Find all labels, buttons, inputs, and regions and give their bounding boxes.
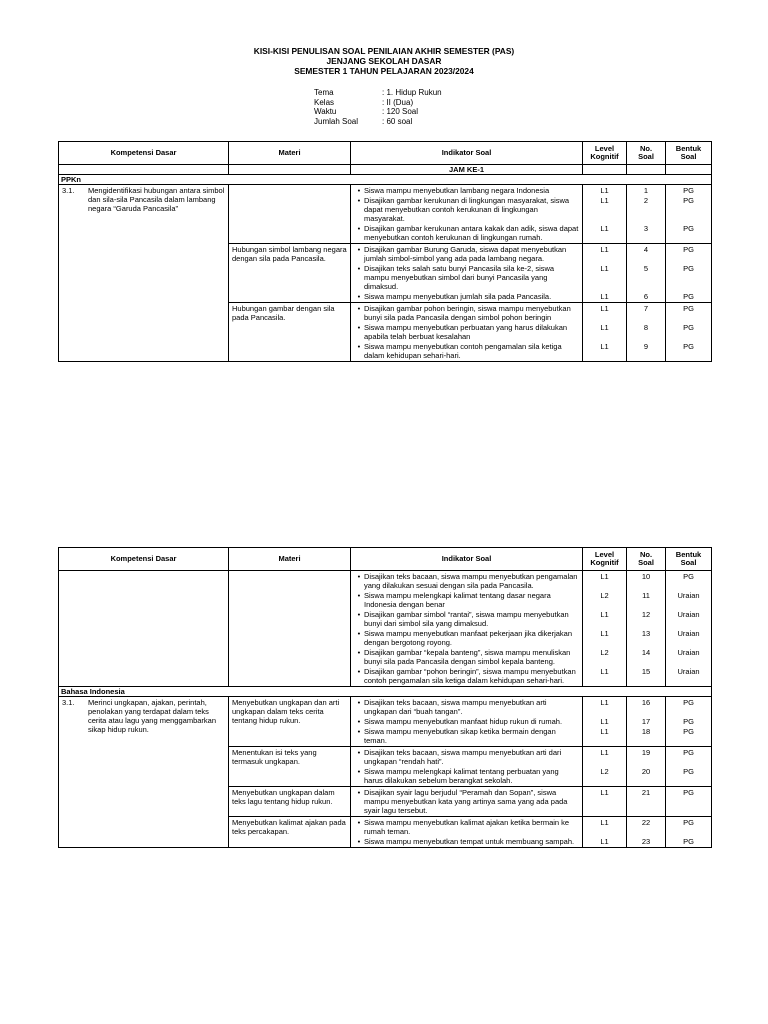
header-kompetensi-dasar-text: Kompetensi Dasar [110, 147, 177, 157]
bentuk-soal-cell-stack [669, 572, 708, 685]
header-materi-text: Materi [278, 147, 301, 157]
level-value: L1 [600, 837, 609, 846]
bentuk-soal-value: Uraian [677, 629, 700, 638]
bullet-icon: • [357, 837, 361, 846]
indikator-cell [351, 244, 583, 303]
bullet-icon: • [357, 698, 361, 707]
bentuk-soal-cell-stack [669, 818, 708, 846]
level-cell [583, 571, 627, 687]
bullet-icon: • [357, 818, 361, 827]
bullet-icon: • [357, 667, 361, 676]
indikator-item [354, 572, 579, 590]
no-soal-value: 23 [641, 837, 651, 846]
bentuk-soal-cell [666, 817, 712, 848]
table-row [59, 697, 712, 747]
level-cell [583, 303, 627, 362]
level-cell-stack [586, 788, 623, 815]
no-soal-cell [627, 787, 666, 817]
level-cell [583, 817, 627, 848]
bullet-icon: • [357, 629, 361, 638]
header-indikator-soal [351, 142, 583, 165]
kd-text: Merinci ungkapan, ajakan, perintah, penolakan yang terdapat dalam teks cerita atau lagu yang menggambarkan sikap hidup rukun. [88, 698, 216, 734]
indikator-item [354, 304, 579, 322]
bullet-icon: • [357, 292, 361, 301]
no-soal-value: 17 [641, 717, 651, 726]
bentuk-soal-value: PG [683, 748, 694, 757]
bentuk-soal-value: PG [683, 767, 694, 776]
bentuk-soal-value: PG [683, 196, 694, 205]
jam-empty-mid [229, 165, 351, 175]
level-value: L1 [600, 292, 609, 301]
level-value: L1 [600, 304, 609, 313]
header-level-kognitif-text: Level [594, 143, 615, 153]
header-bentuk-soal-text: Soal [680, 152, 697, 161]
indikator-item [354, 788, 579, 815]
indikator-text: Disajikan gambar pohon beringin, siswa mampu menyebutkan bunyi sila pada Pancasila dengan simbol pohon beringin [364, 304, 571, 322]
indikator-item [354, 648, 579, 666]
meta-info [314, 88, 442, 126]
no-soal-cell-stack [630, 698, 662, 745]
level-value: L1 [600, 342, 609, 351]
level-value: L2 [600, 648, 609, 657]
bentuk-soal-value: PG [683, 698, 694, 707]
indikator-text: Siswa mampu menyebutkan lambang negara Indonesia [364, 186, 550, 195]
bentuk-soal-value: PG [683, 342, 694, 351]
no-soal-cell [627, 817, 666, 848]
indikator-text: Disajikan gambar simbol “rantai”, siswa mampu menyebutkan bunyi dari simbol sila yang dimaksud. [364, 610, 569, 628]
level-cell [583, 185, 627, 244]
level-value: L1 [600, 698, 609, 707]
indikator-text: Disajikan teks bacaan, siswa mampu menyebutkan pengamalan yang dilakukan sesuai dengan sila pada Pancasila. [364, 572, 578, 590]
bullet-icon: • [357, 186, 361, 195]
meta-key: Kelas [314, 97, 335, 107]
bentuk-soal-value: PG [683, 245, 694, 254]
no-soal-value: 21 [641, 788, 651, 797]
indikator-text: Disajikan gambar kerukunan di lingkungan masyarakat, siswa dapat menyebutkan contoh kerukunan di lingkungan masyarakat. [364, 196, 570, 223]
no-soal-cell [627, 244, 666, 303]
bentuk-soal-value: PG [683, 727, 694, 736]
indikator-text: Disajikan gambar Burung Garuda, siswa dapat menyebutkan jumlah simbol-simbol yang ada pada lambang negara. [364, 245, 567, 263]
indikator-text: Disajikan syair lagu berjudul “Peramah dan Sopan”, siswa mampu menyebutkan kata yang artinya sama yang ada pada syair lagu tersebut. [364, 788, 568, 815]
header-no-soal [627, 548, 666, 571]
no-soal-cell-stack [630, 245, 662, 301]
section-title: Bahasa Indonesia [59, 687, 712, 697]
no-soal-value: 3 [643, 224, 649, 233]
header-bentuk-soal [666, 548, 712, 571]
header-indikator-soal-text: Indikator Soal [441, 553, 492, 563]
materi-cell: Menyebutkan ungkapan dalam teks lagu tentang hidup rukun. [229, 787, 351, 817]
indikator-cell [351, 787, 583, 817]
bentuk-soal-cell-stack [669, 788, 708, 815]
header-level-kognitif-text: Kognitif [590, 152, 619, 161]
meta-value: : II (Dua) [382, 97, 414, 107]
materi-cell [229, 185, 351, 244]
bentuk-soal-value: PG [683, 264, 694, 273]
indikator-item [354, 818, 579, 836]
kd-number: 3.1. [62, 186, 75, 195]
level-value: L1 [600, 264, 609, 273]
indikator-text: Disajikan teks bacaan, siswa mampu menyebutkan arti dari ungkapan “rendah hati”. [364, 748, 562, 766]
jam-empty-3 [666, 165, 712, 175]
bentuk-soal-value: PG [683, 304, 694, 313]
bullet-icon: • [357, 748, 361, 757]
materi-cell: Menentukan isi teks yang termasuk ungkapan. [229, 747, 351, 787]
header-indikator-soal-text: Indikator Soal [441, 147, 492, 157]
no-soal-value: 19 [641, 748, 651, 757]
indikator-item [354, 837, 579, 846]
indikator-item [354, 629, 579, 647]
no-soal-value: 7 [643, 304, 649, 313]
header-level-kognitif [583, 548, 627, 571]
meta-value: : 60 soal [382, 116, 413, 126]
bentuk-soal-value: PG [683, 572, 694, 581]
indikator-item [354, 727, 579, 745]
no-soal-cell-stack [630, 818, 662, 846]
bullet-icon: • [357, 342, 361, 351]
bentuk-soal-cell-stack [669, 245, 708, 301]
meta-row [314, 107, 442, 117]
bentuk-soal-value: PG [683, 224, 694, 233]
bullet-icon: • [357, 610, 361, 619]
indikator-item [354, 224, 579, 242]
materi-cell: Menyebutkan ungkapan dan arti ungkapan dalam teks cerita tentang hidup rukun. [229, 697, 351, 747]
bentuk-soal-cell-stack [669, 304, 708, 360]
materi-cell [229, 571, 351, 687]
no-soal-value: 22 [641, 818, 651, 827]
no-soal-value: 15 [641, 667, 651, 676]
kd-text: Mengidentifikasi hubungan antara simbol dan sila-sila Pancasila dalam lambang negara “Garuda Pancasila” [88, 186, 225, 213]
indikator-text: Disajikan gambar kerukunan antara kakak dan adik, siswa dapat menyebutkan contoh kerukunan di lingkungan rumah. [364, 224, 579, 242]
level-cell-stack [586, 748, 623, 785]
kompetensi-dasar-cell [59, 185, 229, 362]
level-value: L1 [600, 323, 609, 332]
level-value: L1 [600, 610, 609, 619]
indikator-cell [351, 817, 583, 848]
level-value: L1 [600, 186, 609, 195]
level-cell-stack [586, 186, 623, 242]
indikator-text: Siswa mampu melengkapi kalimat tentang perbuatan yang harus dilakukan sebelum berangkat sekolah. [364, 767, 559, 785]
kd-block [62, 186, 225, 213]
meta-row [314, 98, 442, 108]
no-soal-value: 4 [643, 245, 649, 254]
indikator-item [354, 767, 579, 785]
materi-cell: Menyebutkan kalimat ajakan pada teks percakapan. [229, 817, 351, 848]
jam-row [59, 165, 712, 175]
bullet-icon: • [357, 224, 361, 233]
bullet-icon: • [357, 717, 361, 726]
level-value: L2 [600, 767, 609, 776]
bullet-icon: • [357, 648, 361, 657]
indikator-text: Disajikan gambar “kepala banteng”, siswa mampu menuliskan bunyi sila pada Pancasila dengan simbol kepala banteng. [364, 648, 571, 666]
bentuk-soal-cell-stack [669, 698, 708, 745]
header-bentuk-soal-text: Bentuk [675, 143, 702, 153]
bullet-icon: • [357, 572, 361, 581]
bentuk-soal-cell [666, 571, 712, 687]
indikator-cell [351, 303, 583, 362]
level-value: L2 [600, 591, 609, 600]
no-soal-cell-stack [630, 304, 662, 360]
no-soal-cell [627, 571, 666, 687]
bentuk-soal-value: PG [683, 788, 694, 797]
level-value: L1 [600, 727, 609, 736]
no-soal-value: 12 [641, 610, 651, 619]
indikator-item [354, 292, 579, 301]
header-materi [229, 548, 351, 571]
indikator-text: Siswa mampu menyebutkan manfaat pekerjaan jika dikerjakan dengan bergotong royong. [364, 629, 573, 647]
no-soal-cell-stack [630, 186, 662, 242]
indikator-cell [351, 571, 583, 687]
no-soal-cell-stack [630, 748, 662, 785]
indikator-item [354, 196, 579, 223]
indikator-text: Siswa mampu menyebutkan kalimat ajakan ketika bermain ke rumah teman. [364, 818, 570, 836]
meta-row [314, 88, 442, 98]
no-soal-value: 9 [643, 342, 649, 351]
meta-value: : 1. Hidup Rukun [382, 88, 442, 97]
level-cell [583, 787, 627, 817]
level-value: L1 [600, 572, 609, 581]
bentuk-soal-cell-stack [669, 186, 708, 242]
bullet-icon: • [357, 304, 361, 313]
header-indikator-soal [351, 548, 583, 571]
materi-cell: Hubungan simbol lambang negara dengan sila pada Pancasila. [229, 244, 351, 303]
indikator-cell [351, 185, 583, 244]
jam-empty-2 [627, 165, 666, 175]
bentuk-soal-value: PG [683, 292, 694, 301]
bentuk-soal-value: Uraian [677, 667, 700, 676]
indikator-text: Siswa mampu menyebutkan sikap ketika bermain dengan teman. [364, 727, 556, 745]
bentuk-soal-value: Uraian [677, 610, 700, 619]
bullet-icon: • [357, 245, 361, 254]
indikator-item [354, 748, 579, 766]
indikator-text: Siswa mampu menyebutkan manfaat hidup rukun di rumah. [364, 717, 563, 726]
bentuk-soal-cell [666, 303, 712, 362]
no-soal-value: 13 [641, 629, 651, 638]
level-value: L1 [600, 818, 609, 827]
section-title: PPKn [59, 175, 712, 185]
header-no-soal-text: Soal [638, 152, 654, 161]
bullet-icon: • [357, 264, 361, 273]
level-cell [583, 697, 627, 747]
bullet-icon: • [357, 788, 361, 797]
bentuk-soal-value: PG [683, 818, 694, 827]
no-soal-value: 5 [643, 264, 649, 273]
level-cell-stack [586, 818, 623, 846]
bentuk-soal-cell-stack [669, 748, 708, 785]
indikator-item [354, 698, 579, 716]
header-no-soal-text: Soal [638, 558, 654, 567]
no-soal-cell [627, 747, 666, 787]
bentuk-soal-cell [666, 185, 712, 244]
header-no-soal [627, 142, 666, 165]
bentuk-soal-value: PG [683, 323, 694, 332]
table-header-row [59, 548, 712, 571]
indikator-item [354, 186, 579, 195]
meta-key: Waktu [314, 107, 337, 116]
bullet-icon: • [357, 323, 361, 332]
materi-cell: Hubungan gambar dengan sila pada Pancasila. [229, 303, 351, 362]
header-bentuk-soal-text: Soal [680, 558, 697, 567]
indikator-text: Siswa mampu menyebutkan jumlah sila pada Pancasila. [364, 292, 552, 301]
level-value: L1 [600, 788, 609, 797]
header-no-soal-text: No. [639, 143, 653, 153]
meta-value: : 120 Soal [382, 107, 419, 116]
bentuk-soal-cell [666, 787, 712, 817]
bentuk-soal-value: PG [683, 717, 694, 726]
indikator-item [354, 264, 579, 291]
header-bentuk-soal-text: Bentuk [675, 549, 702, 559]
header-materi [229, 142, 351, 165]
no-soal-cell-stack [630, 572, 662, 685]
bullet-icon: • [357, 591, 361, 600]
section-row [59, 175, 712, 185]
level-cell-stack [586, 698, 623, 745]
table-header-row [59, 142, 712, 165]
indikator-text: Disajikan gambar “pohon beringin”, siswa mampu menyebutkan contoh pengamalan sila ketiga dalam kehidupan sehari-hari. [364, 667, 576, 685]
level-value: L1 [600, 245, 609, 254]
no-soal-value: 18 [641, 727, 651, 736]
indikator-item [354, 342, 579, 360]
indikator-cell [351, 747, 583, 787]
no-soal-cell [627, 303, 666, 362]
header-level-kognitif-text: Level [594, 549, 615, 559]
meta-key: Tema [314, 88, 334, 97]
level-value: L1 [600, 196, 609, 205]
no-soal-value: 8 [643, 323, 649, 332]
title-line-1: KISI-KISI PENULISAN SOAL PENILAIAN AKHIR SEMESTER (PAS) [253, 46, 515, 56]
header-materi-text: Materi [278, 553, 301, 563]
level-value: L1 [600, 224, 609, 233]
level-value: L1 [600, 629, 609, 638]
header-kompetensi-dasar-text: Kompetensi Dasar [110, 553, 177, 563]
level-value: L1 [600, 667, 609, 676]
level-cell [583, 244, 627, 303]
header-kompetensi-dasar [59, 142, 229, 165]
level-cell-stack [586, 245, 623, 301]
no-soal-value: 11 [642, 591, 650, 600]
indikator-text: Siswa mampu menyebutkan contoh pengamalan sila ketiga dalam kehidupan sehari-hari. [364, 342, 562, 360]
indikator-text: Siswa mampu menyebutkan tempat untuk membuang sampah. [364, 837, 575, 846]
indikator-item [354, 591, 579, 609]
level-cell-stack [586, 572, 623, 685]
bentuk-soal-cell [666, 244, 712, 303]
indikator-item [354, 245, 579, 263]
indikator-item [354, 610, 579, 628]
title-line-2: JENJANG SEKOLAH DASAR [326, 56, 442, 66]
no-soal-cell-stack [630, 788, 662, 815]
bentuk-soal-cell [666, 697, 712, 747]
no-soal-cell [627, 697, 666, 747]
kompetensi-dasar-cell [59, 571, 229, 687]
no-soal-value: 1 [643, 186, 649, 195]
bentuk-soal-value: Uraian [677, 648, 700, 657]
indikator-item [354, 667, 579, 685]
level-cell-stack [586, 304, 623, 360]
no-soal-value: 14 [641, 648, 651, 657]
indikator-text: Disajikan teks bacaan, siswa mampu menyebutkan arti ungkapan dari “buah tangan”. [364, 698, 547, 716]
bullet-icon: • [357, 196, 361, 205]
kd-number: 3.1. [62, 698, 75, 707]
bentuk-soal-value: Uraian [677, 591, 700, 600]
header-level-kognitif [583, 142, 627, 165]
no-soal-value: 16 [641, 698, 651, 707]
level-cell [583, 747, 627, 787]
header-bentuk-soal [666, 142, 712, 165]
indikator-item [354, 323, 579, 341]
kisi-kisi-table-page-1 [58, 141, 712, 362]
no-soal-value: 2 [643, 196, 649, 205]
indikator-text: Siswa mampu melengkapi kalimat tentang dasar negara Indonesia dengan benar [364, 591, 551, 609]
bullet-icon: • [357, 727, 361, 736]
jam-label: JAM KE-1 [351, 165, 583, 175]
jam-empty-1 [583, 165, 627, 175]
jam-empty-left [59, 165, 229, 175]
section-row [59, 687, 712, 697]
title-line-3: SEMESTER 1 TAHUN PELAJARAN 2023/2024 [294, 66, 474, 76]
bentuk-soal-value: PG [683, 837, 694, 846]
no-soal-value: 10 [641, 572, 651, 581]
bullet-icon: • [357, 767, 361, 776]
header-kompetensi-dasar [59, 548, 229, 571]
no-soal-value: 20 [641, 767, 651, 776]
header-no-soal-text: No. [639, 549, 653, 559]
table-row [59, 185, 712, 244]
no-soal-value: 6 [643, 292, 649, 301]
kd-block [62, 698, 225, 734]
level-value: L1 [600, 748, 609, 757]
no-soal-cell [627, 185, 666, 244]
kisi-kisi-table-page-2 [58, 547, 712, 848]
indikator-cell [351, 697, 583, 747]
bentuk-soal-value: PG [683, 186, 694, 195]
bentuk-soal-cell [666, 747, 712, 787]
table-row [59, 571, 712, 687]
document-title [0, 46, 768, 76]
indikator-text: Siswa mampu menyebutkan perbuatan yang harus dilakukan apabila telah berbuat kesalahan [364, 323, 568, 341]
level-value: L1 [600, 717, 609, 726]
meta-row [314, 117, 442, 127]
indikator-text: Disajikan teks salah satu bunyi Pancasila sila ke-2, siswa mampu menyebutkan simbol dari bunyi Pancasila yang dimaksud. [364, 264, 555, 291]
meta-key: Jumlah Soal [314, 116, 359, 126]
indikator-item [354, 717, 579, 726]
kompetensi-dasar-cell [59, 697, 229, 848]
header-level-kognitif-text: Kognitif [590, 558, 619, 567]
